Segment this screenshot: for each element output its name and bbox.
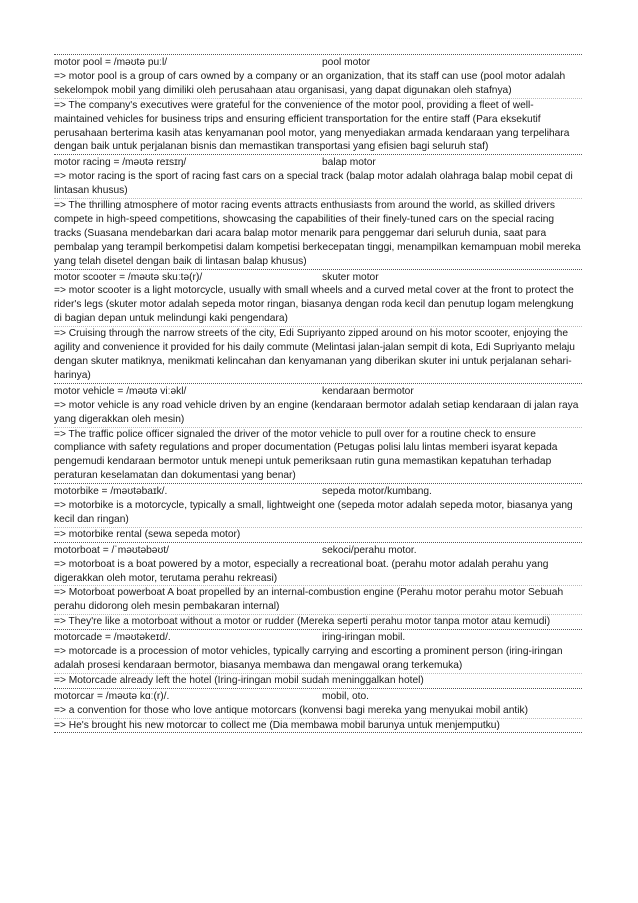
vocab-entry: [54, 54, 582, 154]
entry-line: => motor vehicle is any road vehicle driven by an engine (kendaraan bermotor adalah setiap kendaraan di jalan raya yang digerakkan oleh mesin): [54, 399, 579, 425]
entry-header: [54, 56, 582, 70]
entry-line: => motorcade is a procession of motor vehicles, typically carrying and escorting a prominent person (iring-iringan adalah prosesi kendaraan bermotor, biasanya membawa dan mengawal orang terkemuka): [54, 646, 563, 671]
entry-header: [54, 544, 582, 558]
entry-term: motorcar = /məʊtə kɑː(r)/.: [54, 690, 170, 702]
entry-line: => The thrilling atmosphere of motor racing events attracts enthusiasts from around the world, as skilled drivers compete in high-speed competitions, showcasing the capabilities of their finely-tuned cars on the special racing tracks (Suasana mendebarkan dari acara balap motor menarik para penggemar dari seluruh dunia, saat para pembalap yang terampil berkompetisi dalam kompetisi berkecepatan tinggi, menampilkan kemampuan mobil mereka yang telah disetel dengan baik di lintasan balap khusus): [54, 200, 581, 267]
entry-term: motor pool = /məʊtə puːl/: [54, 57, 168, 68]
entry-line: => motor pool is a group of cars owned by a company or an organization, that its staff can use (pool motor adalah sekelompok mobil yang dimiliki oleh perusahaan atau organisasi, yang dapat digunakan oleh stafnya): [54, 70, 566, 96]
entry-term: motorbike = /məʊtəbaɪk/.: [54, 486, 168, 498]
vocab-entry: [54, 483, 582, 542]
vocab-entry: [54, 629, 582, 688]
entry-term: motorcade = /məʊtəkeɪd/.: [54, 632, 171, 644]
entry-line: => Motorcade already left the hotel (Iring-iringan mobil sudah meninggalkan hotel): [54, 673, 582, 688]
vocab-entry: [54, 542, 582, 629]
entry-line: => Motorboat powerboat A boat propelled by an internal-combustion engine (Perahu motor perahu motor Sebuah perahu didorong oleh mesin pembakaran internal): [54, 585, 582, 614]
entry-line: => motor scooter is a light motorcycle, usually with small wheels and a curved metal cover at the front to protect the rider's legs (skuter motor adalah sepeda motor ringan, biasanya dengan roda kecil dan penutup logam melengkung di bagian depan untuk melindungi kaki pengendara): [54, 285, 574, 325]
entry-line: => Cruising through the narrow streets of the city, Edi Supriyanto zipped around on his motor scooter, enjoying the agility and convenience it provided for his daily commute (Melintasi jalan-jalan sempit di kota, Edi Supriyanto melaju dengan skuter matiknya, menikmati kelincahan dan kenyamanan yang diberikan skuter ini untuk perjalanan sehari-harinya): [54, 326, 582, 383]
vocab-entry: [54, 269, 582, 383]
entry-translation: iring-iringan mobil.: [322, 632, 406, 644]
entry-header: [54, 385, 582, 399]
entry-translation: mobil, oto.: [322, 690, 369, 702]
entry-header: [54, 631, 582, 645]
entry-line: => a convention for those who love antique motorcars (konvensi bagi mereka yang menyukai mobil antik): [54, 704, 528, 716]
vocabulary-document: [54, 54, 582, 733]
entry-translation: sepeda motor/kumbang.: [322, 486, 432, 498]
entry-term: motor racing = /məʊtə reɪsɪŋ/: [54, 157, 187, 169]
entry-line: => The traffic police officer signaled the driver of the motor vehicle to pull over for a routine check to ensure compliance with safety regulations and proper documentation (Petugas polisi lalu lintas memberi isyarat kepada pengemudi kendaraan bermotor untuk menepi untuk pemeriksaan rutin guna memastikan kepatuhan terhadap peraturan keselamatan dan dokumentasi yang benar): [54, 427, 582, 484]
vocab-entry: [54, 688, 582, 734]
entry-line: => motorbike is a motorcycle, typically a small, lightweight one (sepeda motor adalah sepeda motor, biasanya yang kecil dan ringan): [54, 500, 573, 525]
entry-translation: kendaraan bermotor: [322, 385, 414, 397]
vocab-entry: [54, 383, 582, 483]
entry-header: [54, 156, 582, 170]
entry-header: [54, 485, 582, 499]
entry-line: => The company's executives were grateful for the convenience of the motor pool, providing a fleet of well-maintained vehicles for business trips and ensuring efficient transportation for the entire staff (Para eksekutif perusahaan berterima kasih atas kenyamanan pool motor, yang menyediakan armada kendaraan yang terpelihara dengan baik untuk perjalanan bisnis dan memastikan transportasi yang efisien bagi seluruh staf): [54, 98, 582, 155]
entry-line: => motor racing is the sport of racing fast cars on a special track (balap motor adalah olahraga balap mobil cepat di lintasan khusus): [54, 171, 573, 197]
entry-term: motor scooter = /məʊtə skuːtə(r)/: [54, 271, 203, 283]
vocab-entry: [54, 154, 582, 268]
entry-translation: balap motor: [322, 157, 376, 169]
entry-term: motor vehicle = /məʊtə viːəkl/: [54, 385, 187, 397]
entry-header: [54, 690, 582, 704]
entry-translation: pool motor: [322, 57, 371, 68]
entry-line: => motorboat is a boat powered by a motor, especially a recreational boat. (perahu motor adalah perahu yang digerakkan oleh motor, terutama perahu rekreasi): [54, 558, 549, 584]
entry-header: [54, 271, 582, 285]
entry-term: motorboat = /ˈməʊtəbəʊt/: [54, 544, 169, 556]
entry-line: => They're like a motorboat without a motor or rudder (Mereka seperti perahu motor tanpa motor atau kemudi): [54, 614, 582, 629]
entry-line: => He's brought his new motorcar to collect me (Dia membawa mobil barunya untuk menjemputku): [54, 718, 582, 733]
entry-translation: sekoci/perahu motor.: [322, 544, 417, 556]
entry-translation: skuter motor: [322, 271, 379, 283]
entry-line: => motorbike rental (sewa sepeda motor): [54, 527, 582, 542]
